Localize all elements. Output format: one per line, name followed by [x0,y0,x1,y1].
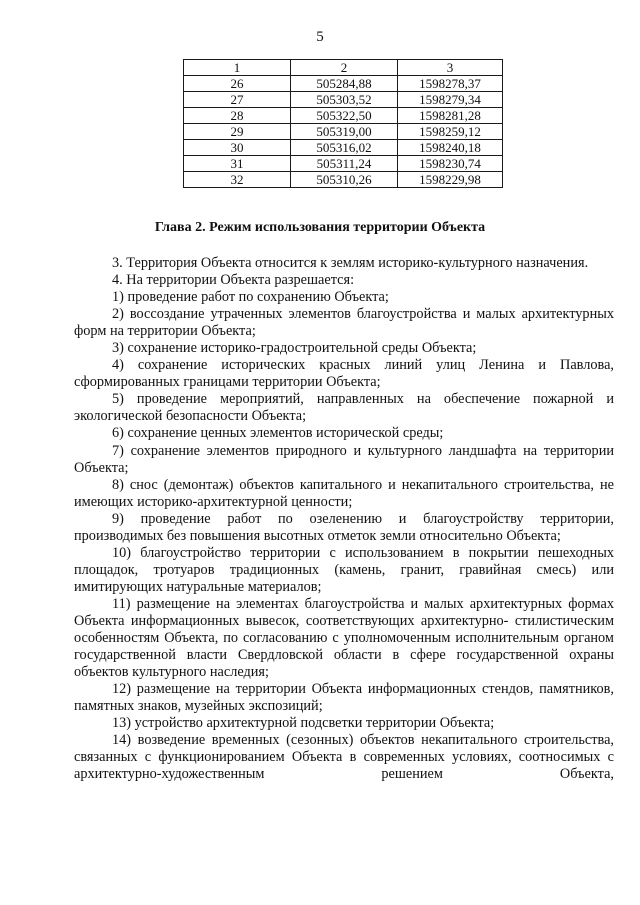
paragraph: 14) возведение временных (сезонных) объектов некапитального строительства, связанных с функционированием Объекта в современных условиях, соотносимых с архитектурно-художественным решением Объекта, [74,732,614,783]
coordinates-table [183,59,503,188]
table-cell: 32 [184,172,291,188]
table-cell: 1598230,74 [398,156,503,172]
table-row [184,140,503,156]
table-cell: 1598279,34 [398,92,503,108]
table-cell: 28 [184,108,291,124]
table-cell: 27 [184,92,291,108]
table-cell: 505319,00 [291,124,398,140]
table-cell: 505311,24 [291,156,398,172]
paragraph: 7) сохранение элементов природного и культурного ландшафта на территории Объекта; [74,442,614,476]
table-cell: 505322,50 [291,108,398,124]
table-header-cell: 3 [398,60,503,76]
table-cell: 505284,88 [291,76,398,92]
table-cell: 26 [184,76,291,92]
table-row [184,172,503,188]
paragraph: 9) проведение работ по озеленению и благоустройству территории, производимых без повышения высотных отметок земли относительно Объекта; [74,510,614,544]
table-cell: 505310,26 [291,172,398,188]
paragraph: 6) сохранение ценных элементов исторической среды; [112,425,444,442]
paragraph: 1) проведение работ по сохранению Объекта; [112,289,389,306]
table-row [184,124,503,140]
paragraph: 3. Территория Объекта относится к землям историко-культурного назначения. [112,255,589,271]
table-cell: 1598278,37 [398,76,503,92]
table-cell: 30 [184,140,291,156]
table-row [184,156,503,172]
table-cell: 1598259,12 [398,124,503,140]
paragraph: 12) размещение на территории Объекта информационных стендов, памятников, памятных знаков, музейных экспозиций; [74,681,614,715]
paragraph: 4) сохранение исторических красных линий улиц Ленина и Павлова, сформированных границами территории Объекта; [74,357,614,391]
paragraph: 5) проведение мероприятий, направленных на обеспечение пожарной и экологической безопасности Объекта; [74,391,614,425]
paragraph: 8) снос (демонтаж) объектов капитального и некапитального строительства, не имеющих историко-архитектурной ценности; [74,476,614,510]
table-row [184,108,503,124]
table-header-row [184,60,503,76]
paragraph: 10) благоустройство территории с использованием в покрытии пешеходных площадок, тротуаров традиционных (камень, гранит, гравийная смесь) или имитирующих натуральные материалов; [74,544,614,595]
table-row [184,92,503,108]
table-cell: 1598240,18 [398,140,503,156]
paragraph: 3) сохранение историко-градостроительной среды Объекта; [112,340,477,357]
page-number: 5 [316,29,324,45]
table-cell: 31 [184,156,291,172]
table-cell: 505303,52 [291,92,398,108]
table-header-cell: 1 [184,60,291,76]
paragraph: 4. На территории Объекта разрешается: [112,272,355,289]
document-body [74,255,614,783]
paragraph: 13) устройство архитектурной подсветки территории Объекта; [112,715,495,732]
chapter-title: Глава 2. Режим использования территории Объекта [154,220,486,235]
table-cell: 1598229,98 [398,172,503,188]
table-cell: 29 [184,124,291,140]
paragraph: 11) размещение на элементах благоустройства и малых архитектурных формах Объекта информационных вывесок, соответствующих архитектурно- стилистическим особенностям Объекта, по согласованию с уполномоченным исполнительным органом государственной власти Свердловской области в сфере государственной охраны объектов культурного наследия; [74,595,614,681]
paragraph: 2) воссоздание утраченных элементов благоустройства и малых архитектурных форм на территории Объекта; [74,306,614,340]
table-header-cell: 2 [291,60,398,76]
table-cell: 1598281,28 [398,108,503,124]
coordinates-table-body [184,60,503,188]
table-cell: 505316,02 [291,140,398,156]
table-row [184,76,503,92]
